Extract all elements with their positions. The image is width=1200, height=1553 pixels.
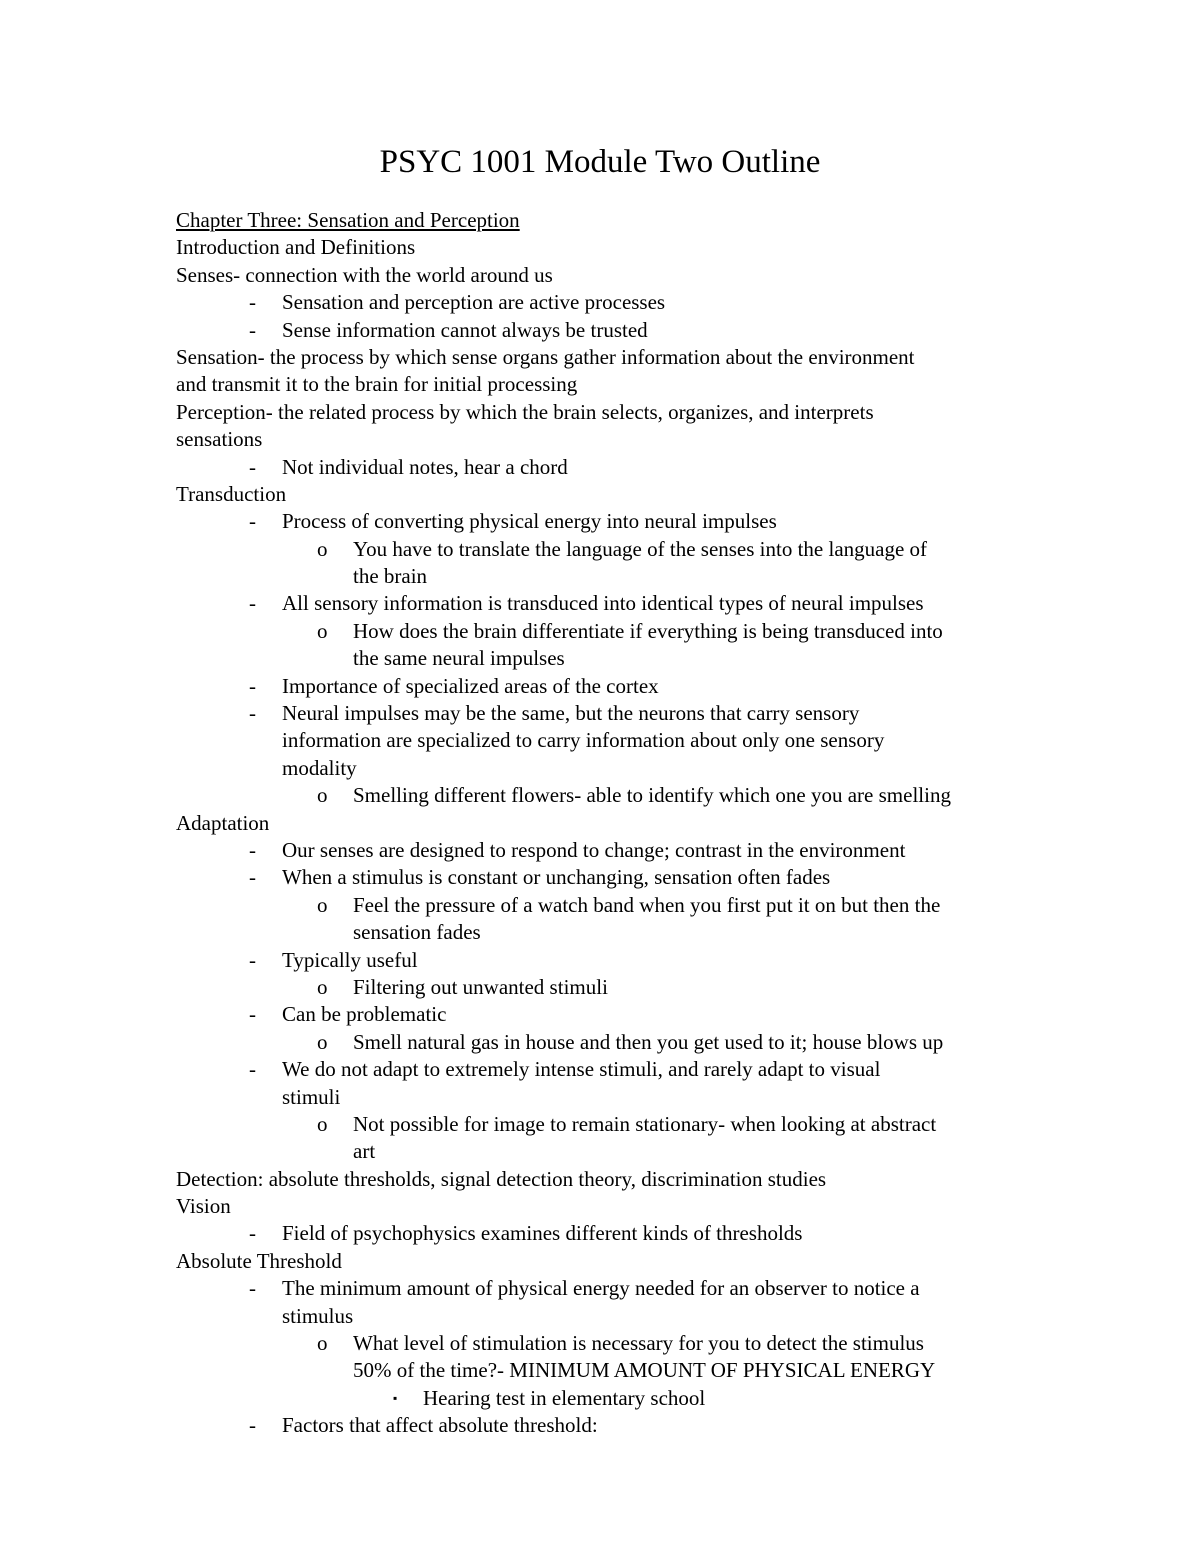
outline-bullet-line <box>0 1330 1200 1357</box>
outline-text: Sense information cannot always be trusted <box>282 317 648 342</box>
outline-heading-line <box>0 426 1200 453</box>
outline-text: All sensory information is transduced into identical types of neural impulses <box>282 591 924 616</box>
bullet-marker: o <box>317 783 328 808</box>
outline-text: Detection: absolute thresholds, signal detection theory, discrimination studies <box>176 1166 827 1191</box>
outline-bullet-line <box>0 837 1200 864</box>
outline-bullet-line <box>0 727 1200 754</box>
outline-bullet-line <box>0 1357 1200 1384</box>
outline-text: When a stimulus is constant or unchanging, sensation often fades <box>282 865 831 890</box>
outline-heading-line <box>0 371 1200 398</box>
outline-bullet-line <box>0 317 1200 344</box>
outline-text: Not individual notes, hear a chord <box>282 454 568 479</box>
bullet-marker: o <box>317 1029 328 1054</box>
outline-text: Introduction and Definitions <box>176 235 416 260</box>
outline-text: stimulus <box>282 1303 354 1328</box>
outline-heading-line <box>0 207 1200 234</box>
bullet-marker: o <box>317 618 328 643</box>
outline-text: Chapter Three: Sensation and Perception <box>176 208 520 232</box>
outline-bullet-line <box>0 618 1200 645</box>
outline-bullet-line <box>0 508 1200 535</box>
outline-bullet-line <box>0 289 1200 316</box>
page-title: PSYC 1001 Module Two Outline <box>379 144 821 180</box>
outline-text: We do not adapt to extremely intense stimuli, and rarely adapt to visual <box>282 1057 881 1082</box>
outline-bullet-line <box>0 673 1200 700</box>
outline-bullet-line <box>0 1220 1200 1247</box>
outline-text: Adaptation <box>176 810 270 835</box>
bullet-marker: - <box>249 865 256 890</box>
outline-bullet-line <box>0 1385 1200 1412</box>
outline-text: and transmit it to the brain for initial processing <box>176 372 578 397</box>
outline-text: Our senses are designed to respond to change; contrast in the environment <box>282 837 906 862</box>
outline-text: Factors that affect absolute threshold: <box>282 1413 598 1438</box>
outline-bullet-line <box>0 590 1200 617</box>
bullet-marker: - <box>249 673 256 698</box>
bullet-marker: o <box>317 892 328 917</box>
outline-text: Sensation- the process by which sense organs gather information about the environment <box>176 344 915 369</box>
outline-bullet-line <box>0 1275 1200 1302</box>
outline-text: Neural impulses may be the same, but the neurons that carry sensory <box>282 701 860 726</box>
outline-bullet-line <box>0 1111 1200 1138</box>
outline-text: modality <box>282 755 357 780</box>
outline-bullet-line <box>0 563 1200 590</box>
outline-heading-line <box>0 481 1200 508</box>
outline-heading-line <box>0 810 1200 837</box>
outline-text: stimuli <box>282 1084 341 1109</box>
outline-bullet-line <box>0 1001 1200 1028</box>
outline-text: Field of psychophysics examines different kinds of thresholds <box>282 1221 803 1246</box>
outline-text: Can be problematic <box>282 1002 447 1027</box>
bullet-marker: - <box>249 454 256 479</box>
outline-text: Absolute Threshold <box>176 1248 342 1273</box>
outline-text: Senses- connection with the world around us <box>176 262 553 287</box>
outline-heading-line <box>0 399 1200 426</box>
outline-bullet-line <box>0 892 1200 919</box>
outline-text: Perception- the related process by which the brain selects, organizes, and interprets <box>176 399 874 424</box>
bullet-marker: - <box>249 591 256 616</box>
bullet-marker: - <box>249 509 256 534</box>
bullet-marker: - <box>249 290 256 315</box>
bullet-marker: o <box>317 1111 328 1136</box>
outline-text: Smell natural gas in house and then you get used to it; house blows up <box>353 1029 944 1054</box>
bullet-marker: - <box>249 317 256 342</box>
outline-bullet-line <box>0 782 1200 809</box>
outline-text: The minimum amount of physical energy needed for an observer to notice a <box>282 1276 920 1301</box>
bullet-marker: - <box>249 701 256 726</box>
bullet-marker: - <box>249 1221 256 1246</box>
outline-body <box>0 207 1200 1440</box>
outline-text: information are specialized to carry information about only one sensory <box>282 728 885 753</box>
outline-text: 50% of the time?- MINIMUM AMOUNT OF PHYSICAL ENERGY <box>353 1358 936 1383</box>
outline-heading-line <box>0 1193 1200 1220</box>
outline-text: Hearing test in elementary school <box>423 1385 706 1410</box>
outline-text: Process of converting physical energy into neural impulses <box>282 509 777 534</box>
outline-text: sensations <box>176 427 263 452</box>
outline-bullet-line <box>0 1084 1200 1111</box>
bullet-marker: - <box>249 1276 256 1301</box>
outline-heading-line <box>0 1166 1200 1193</box>
outline-heading-line <box>0 344 1200 371</box>
outline-bullet-line <box>0 974 1200 1001</box>
outline-text: Smelling different flowers- able to identify which one you are smelling <box>353 783 951 808</box>
outline-bullet-line <box>0 755 1200 782</box>
outline-heading-line <box>0 1248 1200 1275</box>
outline-bullet-line <box>0 645 1200 672</box>
outline-text: Importance of specialized areas of the cortex <box>282 673 659 698</box>
outline-heading-line <box>0 262 1200 289</box>
outline-bullet-line <box>0 1138 1200 1165</box>
bullet-marker: o <box>317 1331 328 1356</box>
outline-bullet-line <box>0 454 1200 481</box>
outline-bullet-line <box>0 1029 1200 1056</box>
outline-bullet-line <box>0 1412 1200 1439</box>
outline-bullet-line <box>0 919 1200 946</box>
outline-text: Feel the pressure of a watch band when you first put it on but then the <box>353 892 941 917</box>
outline-text: Vision <box>176 1194 231 1219</box>
outline-text: Not possible for image to remain stationary- when looking at abstract <box>353 1111 937 1136</box>
outline-text: Typically useful <box>282 947 418 972</box>
outline-text: sensation fades <box>353 920 481 945</box>
outline-text: Transduction <box>176 481 287 506</box>
outline-text: art <box>353 1139 376 1164</box>
bullet-marker: - <box>249 837 256 862</box>
outline-bullet-line <box>0 864 1200 891</box>
bullet-marker: o <box>317 536 328 561</box>
bullet-marker: o <box>317 974 328 999</box>
outline-bullet-line <box>0 700 1200 727</box>
outline-text: Filtering out unwanted stimuli <box>353 974 608 999</box>
bullet-marker: - <box>249 947 256 972</box>
outline-bullet-line <box>0 1303 1200 1330</box>
outline-text: the same neural impulses <box>353 646 565 671</box>
outline-text: What level of stimulation is necessary for you to detect the stimulus <box>353 1331 924 1356</box>
bullet-marker: - <box>249 1057 256 1082</box>
outline-text: You have to translate the language of the senses into the language of <box>353 536 928 561</box>
outline-text: How does the brain differentiate if everything is being transduced into <box>353 618 943 643</box>
bullet-marker: - <box>249 1413 256 1438</box>
outline-bullet-line <box>0 536 1200 563</box>
bullet-marker: ▪ <box>393 1390 398 1405</box>
bullet-marker: - <box>249 1002 256 1027</box>
outline-heading-line <box>0 234 1200 261</box>
outline-text: Sensation and perception are active processes <box>282 290 666 315</box>
outline-text: the brain <box>353 564 428 589</box>
outline-bullet-line <box>0 947 1200 974</box>
outline-bullet-line <box>0 1056 1200 1083</box>
